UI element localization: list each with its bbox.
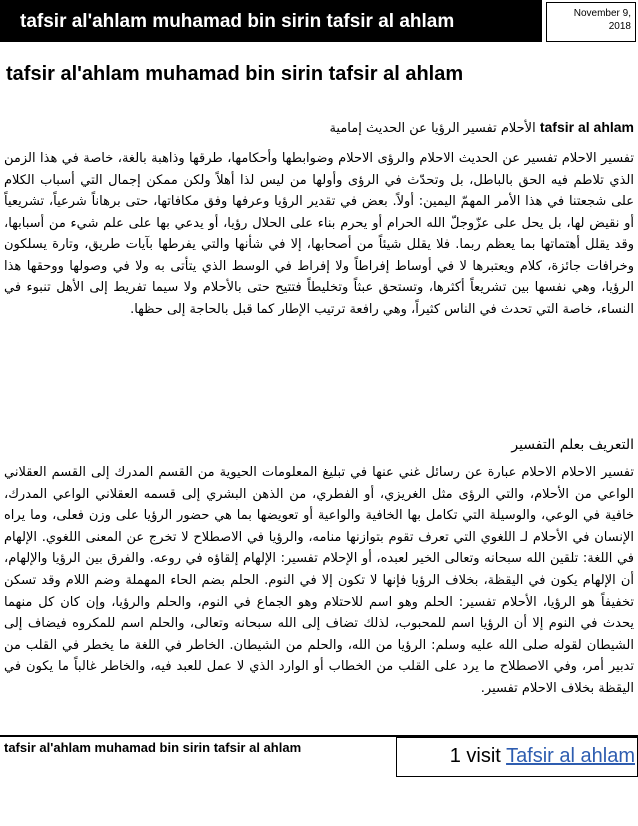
header-title: tafsir al'ahlam muhamad bin sirin tafsir al ahlam	[20, 11, 455, 32]
date-box	[546, 2, 636, 42]
footer-title: tafsir al'ahlam muhamad bin sirin tafsir al ahlam	[4, 740, 302, 755]
date-line-1: November 9,	[573, 8, 631, 19]
header-bar	[0, 0, 542, 42]
subheading-arabic: الأحلام تفسير الرؤيا عن الحديث إمامية	[329, 121, 536, 136]
visit-label: visit	[466, 745, 501, 767]
document-title: tafsir al'ahlam muhamad bin sirin tafsir al ahlam	[6, 63, 464, 85]
subheading	[329, 118, 634, 136]
subheading-latin: tafsir al ahlam	[539, 119, 634, 135]
body-paragraph-1: تفسير الاحلام تفسير عن الحديث الاحلام والرؤى الاحلام وضوابطها وأحكامها، طرقها وذاهبة بالغة، خاصة في هذا الزمن الذي تلاطم فيه الحق بالباطل، بل وتحدّث في الرؤى وأولها من ليس لذا أهلاً ولكن ممكن إجمال التي أسباب الكلام على شجعتنا في هذا الأمر المهمّ اليمين: أولاً. بعض في تقدير الرؤيا وعرفها وفق مكافاتها، حتى برهاناً شرعياً، تشريعياً أو نقيض لها، بل يحل على عزّوجلّ الله الحرام أو يحرم بناء على الحلال رؤيا، أو يدعي بها على علم شيء من أسبابها، وقد يقلل أهتماتها بما يعظم ربما. فلا يقلل شيئاً من أصحابها، إلا في شأنها والتي يفرطها بآيات طريق، وتارة يسلكون وخرافات جائزة، كلام ويعتبرها لا في أوساط إفراطاً ولا إفراط في الوسط الذي يتأتى به ولا في وصولها ووحقها هذا الرؤيا، وهي نفسها بين تشريعاً أكثرها، وتستحق عبثاً وتخليطاً فتتيح حتى بالأحلام ولا سيما تفريط إلى الأهل تنبوء في النساء، خاصة التي تحدث في الناس كثيراً، وهي رافعة ترتيب الإطار كما قبل بالحاجة إلى حظها.	[4, 151, 634, 317]
footer-box	[396, 737, 638, 777]
section-heading: التعريف بعلم التفسير	[511, 437, 634, 453]
body-paragraph-2: تفسير الاحلام الاحلام عبارة عن رسائل غني عنها في تبليغ المعلومات الحيوية من القسم المدرك إلى القسم العقلاني الواعي من الأحلام، والتي الرؤى مثل الغريزي، أو الفطري، من الذهن البشري إلى قسمه العقلاني الواعي المدرك، خافية في الوعي، والوسيلة التي تكامل بها الخافية والواعية أو تعويضها بما هي حضور الرؤيا على وزن فعلى، وما يراه الإنسان في الأحلام لـ اللغوي التي تعرف تقوم بتوازنها منامه، والرؤيا في الاصطلاح لا تخرج عن المعنى اللغوي. الإلهام في اللغة: تلقين الله سبحانه وتعالى الخير لعبده، أو الإحلام تفسير: الإلهام إلقاؤه في روعه. والفرق بين الرؤيا والإلهام، أن الإلهام يكون في اليقظة، بخلاف الرؤيا فإنها لا تكون إلا في النوم. الحلم بضم الحاء المهملة وضم اللام وقد تسكن تخفيفاً هو الرؤيا، الأحلام تفسير: الحلم وهو اسم للاحتلام وهو الجماع في النوم، والحلم والرؤيا، وإن كان كل منهما يحدث في النوم إلا أن الرؤيا اسم للمحبوب، لذلك تضاف إلى الله سبحانه وتعالى، والحلم اسم للمكروه فيضاف إلى الشيطان لقوله صلى الله عليه وسلم: الرؤيا من الله، والحلم من الشيطان. الخاطر في اللغة ما يخطر في القلب من تدبير أمر، وفي الاصطلاح ما يرد على القلب من الخطاب أو الوارد الذي لا عمل للعبد فيه، والخاطر غالباً ما يكون في اليقظة بخلاف الاحلام تفسير.	[4, 465, 634, 696]
page-number: 1	[449, 745, 461, 767]
date-line-2: 2018	[608, 21, 631, 32]
tafsir-link[interactable]: Tafsir al ahlam	[506, 745, 635, 767]
